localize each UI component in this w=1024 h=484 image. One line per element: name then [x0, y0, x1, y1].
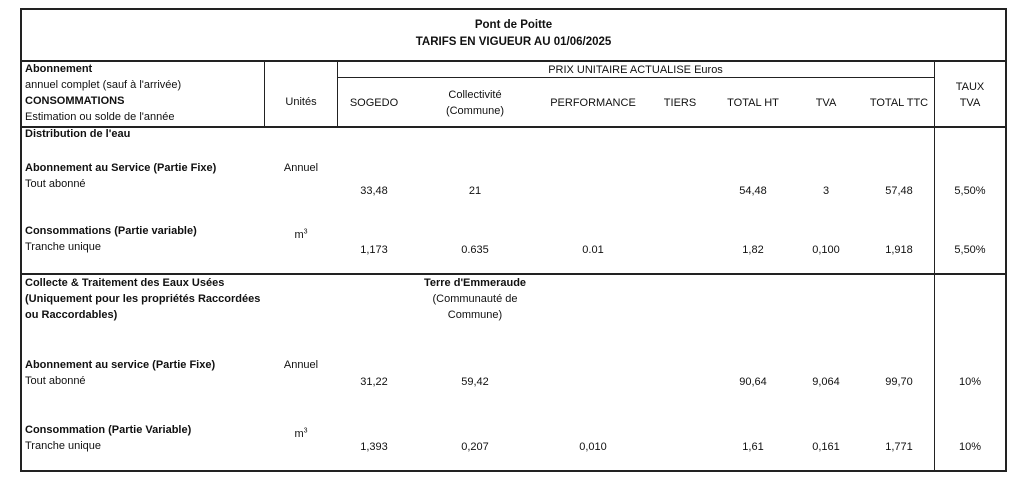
- collectivite-name: Terre d'Emmeraude: [423, 277, 527, 289]
- header-abonnement-sub: annuel complet (sauf à l'arrivée): [25, 79, 182, 91]
- collectivite-sub: (Communauté de: [432, 293, 518, 305]
- header-abonnement: Abonnement: [25, 63, 93, 75]
- border-right: [1005, 8, 1007, 472]
- cell-tva: 0,161: [812, 441, 840, 453]
- row-unit: [265, 228, 337, 243]
- header-consommations: CONSOMMATIONS: [25, 95, 125, 107]
- vline-taux: [934, 60, 935, 470]
- cell-taux: 5,50%: [954, 244, 986, 256]
- cell-total-ttc: 57,48: [885, 185, 913, 197]
- row-label: Tranche unique: [25, 241, 102, 253]
- row-label: Tout abonné: [25, 178, 86, 190]
- cell-total-ttc: 1,918: [885, 244, 913, 256]
- header-prix-group: PRIX UNITAIRE ACTUALISE Euros: [548, 64, 723, 76]
- col-collectivite-sub: (Commune): [445, 105, 505, 117]
- col-total-ht: TOTAL HT: [727, 97, 779, 109]
- cell-total-ht: 90,64: [739, 376, 767, 388]
- col-tiers: TIERS: [663, 97, 697, 109]
- row-label: Tout abonné: [25, 375, 86, 387]
- cell-collectivite: 59,42: [461, 376, 489, 388]
- unit-text: m: [294, 428, 304, 440]
- cell-total-ht: 1,61: [742, 441, 764, 453]
- unit-exponent: 3: [303, 427, 308, 435]
- collectivite-sub-2: Commune): [447, 309, 503, 321]
- cell-performance: 0,010: [579, 441, 607, 453]
- border-left: [20, 8, 22, 472]
- row-label-bold: Consommation (Partie Variable): [25, 424, 192, 436]
- cell-collectivite: 0.635: [461, 244, 489, 256]
- cell-tva: 0,100: [812, 244, 840, 256]
- cell-collectivite: 21: [468, 185, 482, 197]
- cell-total-ht: 1,82: [742, 244, 764, 256]
- row-label-bold: Abonnement au service (Partie Fixe): [25, 359, 216, 371]
- cell-collectivite: 0,207: [461, 441, 489, 453]
- cell-taux: 5,50%: [954, 185, 986, 197]
- col-taux-tva: TVA: [959, 97, 981, 109]
- border-top: [20, 8, 1007, 10]
- unit-text: m: [294, 229, 304, 241]
- cell-sogedo: 31,22: [360, 376, 388, 388]
- cell-taux: 10%: [958, 376, 982, 388]
- cell-total-ht: 54,48: [739, 185, 767, 197]
- cell-sogedo: 1,173: [360, 244, 388, 256]
- divider-title: [20, 60, 1007, 62]
- cell-performance: 0.01: [582, 244, 604, 256]
- col-sogedo: SOGEDO: [349, 97, 399, 109]
- cell-total-ttc: 99,70: [885, 376, 913, 388]
- section2-title: Collecte & Traitement des Eaux Usées: [25, 277, 225, 289]
- row-label-bold: Consommations (Partie variable): [25, 225, 197, 237]
- section2-title-2: (Uniquement pour les propriétés Raccordées: [25, 293, 261, 305]
- row-unit: [265, 427, 337, 442]
- divider-header: [20, 126, 1007, 128]
- cell-sogedo: 33,48: [360, 185, 388, 197]
- unit-exponent: 3: [303, 228, 308, 236]
- row-label: Tranche unique: [25, 440, 102, 452]
- row-label-bold: Abonnement au Service (Partie Fixe): [25, 162, 217, 174]
- section1-title: Distribution de l'eau: [25, 128, 131, 140]
- cell-tva: 9,064: [812, 376, 840, 388]
- col-total-ttc: TOTAL TTC: [869, 97, 929, 109]
- cell-sogedo: 1,393: [360, 441, 388, 453]
- row-unit: Annuel: [283, 162, 319, 174]
- vline-units-left: [264, 60, 265, 128]
- header-unites: Unités: [285, 96, 317, 108]
- col-collectivite: Collectivité: [448, 89, 502, 101]
- col-performance: PERFORMANCE: [550, 97, 636, 109]
- header-consommations-sub: Estimation ou solde de l'année: [25, 111, 175, 123]
- col-tva: TVA: [815, 97, 837, 109]
- cell-taux: 10%: [958, 441, 982, 453]
- row-unit: Annuel: [283, 359, 319, 371]
- section2-title-3: ou Raccordables): [25, 309, 118, 321]
- cell-total-ttc: 1,771: [885, 441, 913, 453]
- page-subtitle: TARIFS EN VIGUEUR AU 01/06/2025: [415, 36, 612, 48]
- page-title: Pont de Poitte: [474, 19, 553, 31]
- cell-tva: 3: [822, 185, 830, 197]
- col-taux: TAUX: [955, 81, 985, 93]
- divider-section2: [20, 273, 1007, 275]
- border-bottom: [20, 470, 1007, 472]
